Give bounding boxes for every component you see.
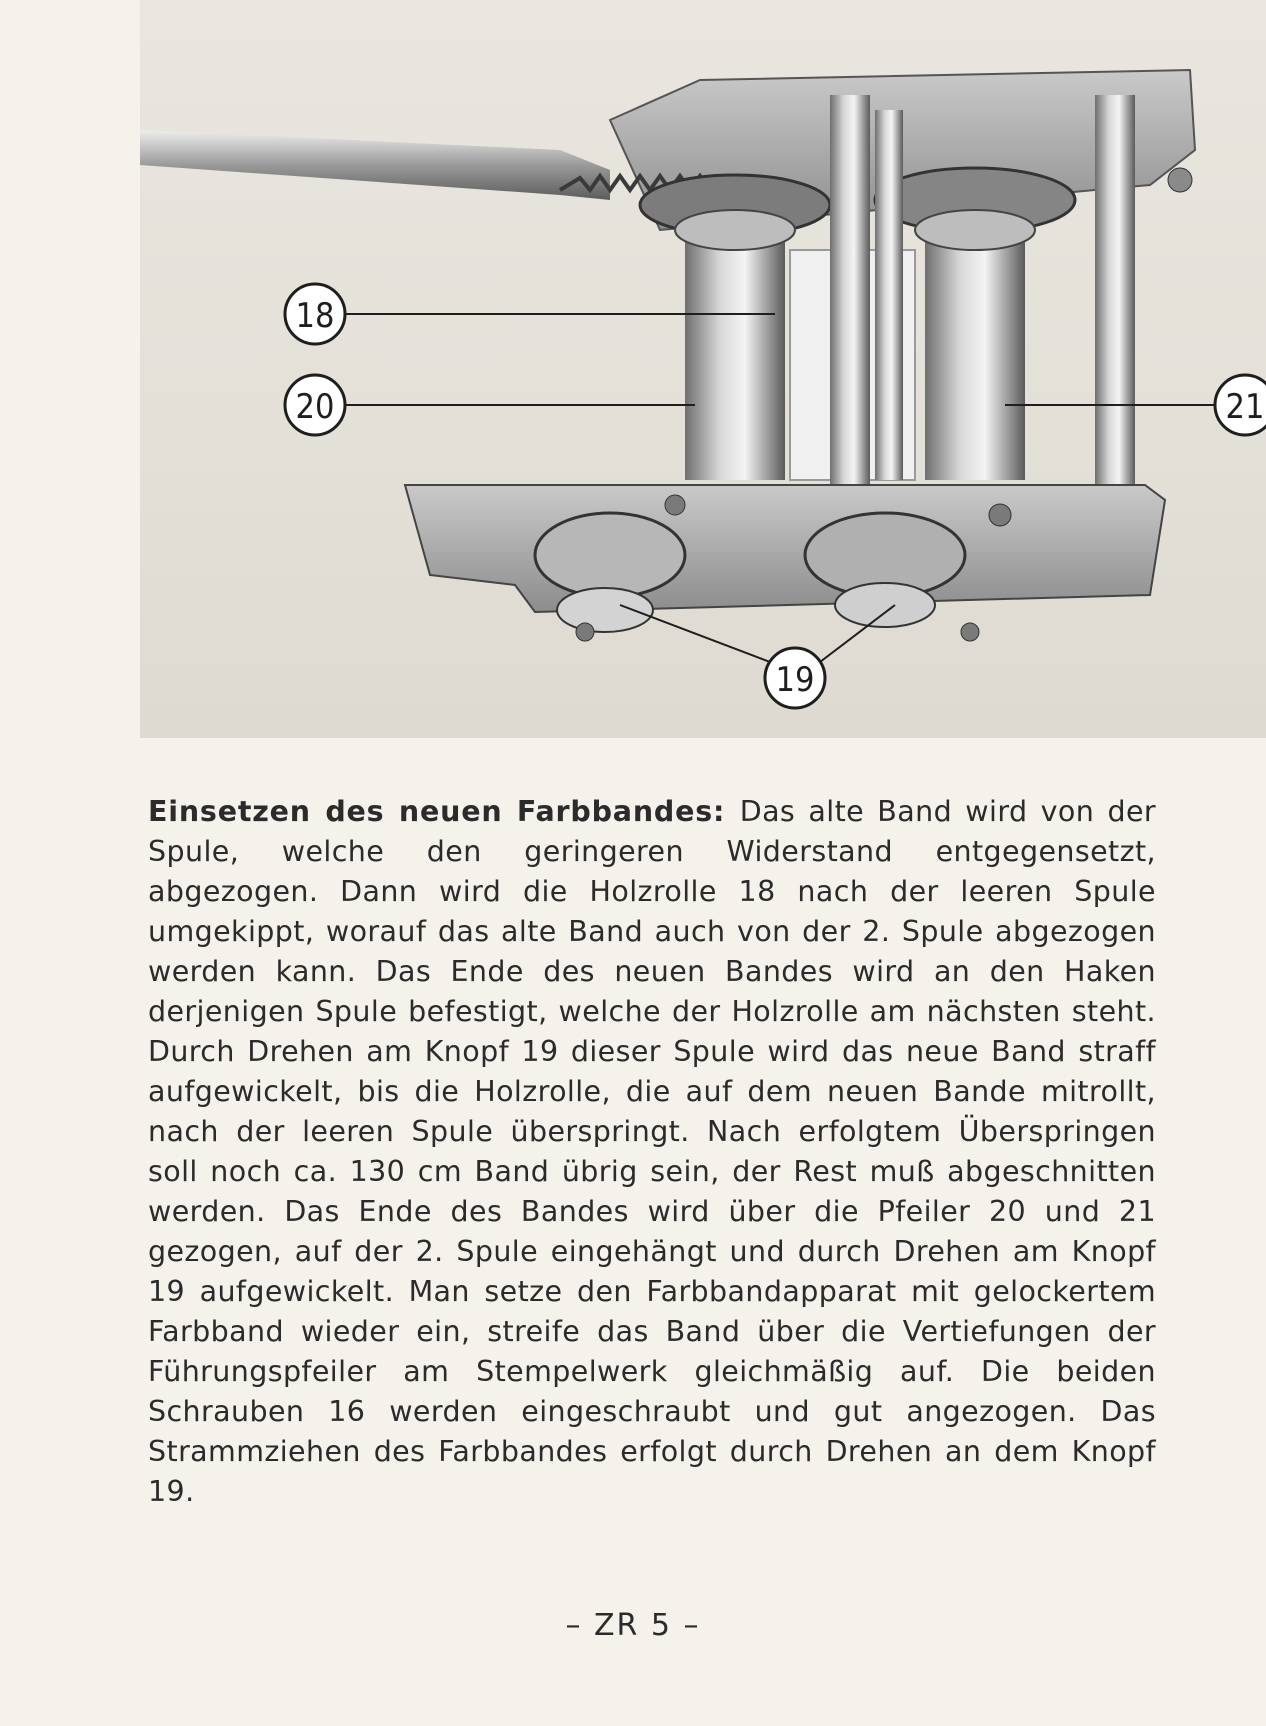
svg-text:19: 19 [775, 660, 815, 700]
mechanism-photo [140, 0, 1266, 738]
callout-19 [765, 648, 825, 708]
svg-text:21: 21 [1225, 387, 1265, 427]
page-number: – ZR 5 – [565, 1608, 701, 1643]
base-plate [405, 485, 1165, 612]
callout-20 [285, 375, 345, 435]
callout-21 [1215, 375, 1266, 435]
mechanism-illustration [140, 0, 1266, 738]
left-spool [685, 230, 785, 480]
right-spool [925, 230, 1025, 480]
svg-text:18: 18 [295, 296, 335, 336]
post-21 [1095, 95, 1135, 485]
svg-text:20: 20 [295, 387, 335, 427]
instruction-paragraph [148, 792, 1156, 1512]
section-heading: Einsetzen des neuen Farbbandes: [148, 795, 740, 828]
post-20 [830, 95, 870, 485]
lever-arm [140, 130, 610, 200]
left-knob [535, 513, 685, 597]
instruction-body: Das alte Band wird von der Spule, welche den geringeren Widerstand entgegensetzt, abgezogen. Dann wird die Holzrolle 18 nach der leeren Spule umgekippt, worauf das alte Band auch von der 2. Spule abgezogen werden kann. Das Ende des neuen Bandes wird an den Haken derjenigen Spule befestigt, welche der Holzrolle am nächsten steht. Durch Drehen am Knopf 19 dieser Spule wird das neue Band straff aufgewickelt, bis die Holzrolle, die auf dem neuen Bande mitrollt, nach der leeren Spule überspringt. Nach erfolgtem Überspringen soll noch ca. 130 cm Band übrig sein, der Rest muß abgeschnitten werden. Das Ende des Bandes wird über die Pfeiler 20 und 21 gezogen, auf der 2. Spule eingehängt und durch Drehen am Knopf 19 aufgewickelt. Man setze den Farbbandapparat mit gelockertem Farbband wieder ein, streife das Band über die Vertiefungen der Führungspfeiler am Stempelwerk gleichmäßig auf. Die beiden Schrauben 16 werden eingeschraubt und gut angezogen. Das Strammziehen des Farbbandes erfolgt durch Drehen an dem Knopf 19. [148, 795, 1156, 1508]
center-shaft [875, 110, 903, 480]
callout-18 [285, 284, 345, 344]
